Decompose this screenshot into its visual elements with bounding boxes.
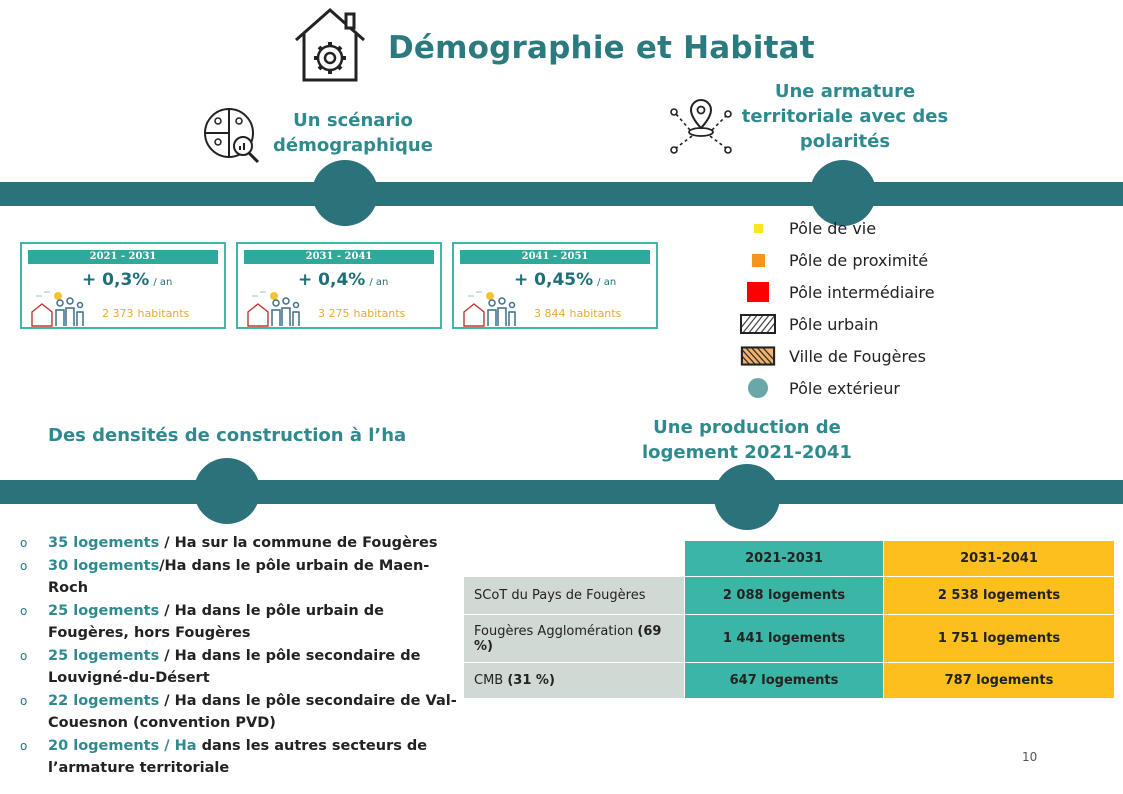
table-header-cell: 2021-2031 (685, 541, 884, 577)
legend-item-ville-de-fougeres (740, 343, 926, 369)
table-row-label: SCoT du Pays de Fougères (464, 577, 685, 615)
bullet-circle-icon: o (20, 603, 28, 618)
population-label: habitants (137, 307, 190, 320)
legend-label: Pôle de vie (789, 218, 877, 238)
population-value: 3 844 (534, 307, 566, 320)
list-item: o 35 logements / Ha sur la commune de Fougères (18, 532, 458, 555)
table-row (464, 577, 1115, 615)
scenario-period: 2021 - 2031 (28, 250, 218, 264)
legend-swatch-yellow (754, 224, 763, 233)
bullet-circle-icon: o (20, 738, 28, 753)
page-title: Démographie et Habitat (388, 30, 815, 66)
legend-swatch-teal-circle (748, 378, 768, 398)
table-row-label: Fougères Agglomération (69 %) (464, 615, 685, 663)
table-cell: 647 logements (685, 663, 884, 699)
scenario-card (236, 242, 442, 329)
table-row (464, 663, 1115, 699)
growth-rate-unit: / an (597, 277, 617, 288)
bullet-circle-icon: o (20, 648, 28, 663)
table-row-label: CMB (31 %) (464, 663, 685, 699)
list-item: o 25 logements / Ha dans le pôle secondaire de Louvigné-du-Désert (18, 645, 458, 690)
scenario-section-title: Un scénario démographique (273, 110, 433, 156)
legend-item-pole-exterieur (740, 375, 900, 401)
table-cell: 787 logements (884, 663, 1115, 699)
scenario-card (452, 242, 658, 329)
population-value: 3 275 (318, 307, 350, 320)
lower-timeline-node-left (194, 458, 260, 524)
list-item: o 20 logements / Ha dans les autres secteurs de l’armature territoriale (18, 735, 458, 780)
bullet-circle-icon: o (20, 558, 28, 573)
armature-section-title: Une armature territoriale avec des polarités (741, 81, 949, 152)
legend-swatch-orange (752, 254, 765, 267)
legend-label: Pôle de proximité (789, 250, 929, 270)
table-row (464, 615, 1115, 663)
legend-swatch-hatched-orange (740, 345, 776, 367)
densites-section-title: Des densités de construction à l’ha (48, 425, 407, 446)
growth-rate: + 0,3% (82, 270, 150, 290)
lower-timeline-node-right (714, 464, 780, 530)
legend-item-pole-de-proximite (740, 247, 928, 273)
growth-rate-unit: / an (153, 277, 173, 288)
bullet-circle-icon: o (20, 536, 28, 550)
production-table (463, 540, 1115, 699)
growth-rate: + 0,4% (298, 270, 366, 290)
population-value: 2 373 (102, 307, 134, 320)
legend-item-pole-urbain (740, 311, 879, 337)
population-label: habitants (569, 307, 622, 320)
page-number: 10 (1022, 750, 1038, 764)
list-item: o 22 logements / Ha dans le pôle secondaire de Val-Couesnon (convention PVD) (18, 690, 458, 735)
legend-swatch-red (747, 282, 769, 302)
production-section-title: Une production de logement 2021-2041 (642, 417, 852, 463)
family-house-icon (462, 288, 518, 332)
table-header-cell: 2031-2041 (884, 541, 1115, 577)
table-header-empty (464, 541, 685, 577)
table-cell: 2 088 logements (685, 577, 884, 615)
legend-item-pole-intermediaire (740, 279, 935, 305)
legend-label: Pôle extérieur (789, 378, 900, 398)
family-house-icon (30, 288, 86, 332)
population-label: habitants (353, 307, 406, 320)
house-gear-icon (290, 4, 370, 88)
scenario-card (20, 242, 226, 329)
densities-list (18, 532, 458, 780)
scenario-period: 2031 - 2041 (244, 250, 434, 264)
table-cell: 1 441 logements (685, 615, 884, 663)
list-item: o 30 logements/Ha dans le pôle urbain de Maen-Roch (18, 555, 458, 600)
growth-rate: + 0,45% (514, 270, 594, 290)
upper-timeline-band (0, 182, 1123, 206)
table-cell: 2 538 logements (884, 577, 1115, 615)
list-item: o 25 logements / Ha dans le pôle urbain de Fougères, hors Fougères (18, 600, 458, 645)
legend-label: Ville de Fougères (789, 346, 926, 366)
legend-label: Pôle intermédiaire (789, 282, 935, 302)
legend-label: Pôle urbain (789, 314, 879, 334)
legend-item-pole-de-vie (740, 215, 876, 241)
upper-timeline-node-left (312, 160, 378, 226)
scenario-period: 2041 - 2051 (460, 250, 650, 264)
growth-rate-unit: / an (369, 277, 389, 288)
table-cell: 1 751 logements (884, 615, 1115, 663)
family-house-icon (246, 288, 302, 332)
lower-timeline-band (0, 480, 1123, 504)
demographics-pie-magnifier-icon (202, 106, 262, 170)
map-pin-network-icon (668, 94, 734, 160)
table-header-row (464, 541, 1115, 577)
legend-swatch-hatched (740, 314, 776, 334)
bullet-circle-icon: o (20, 693, 28, 708)
